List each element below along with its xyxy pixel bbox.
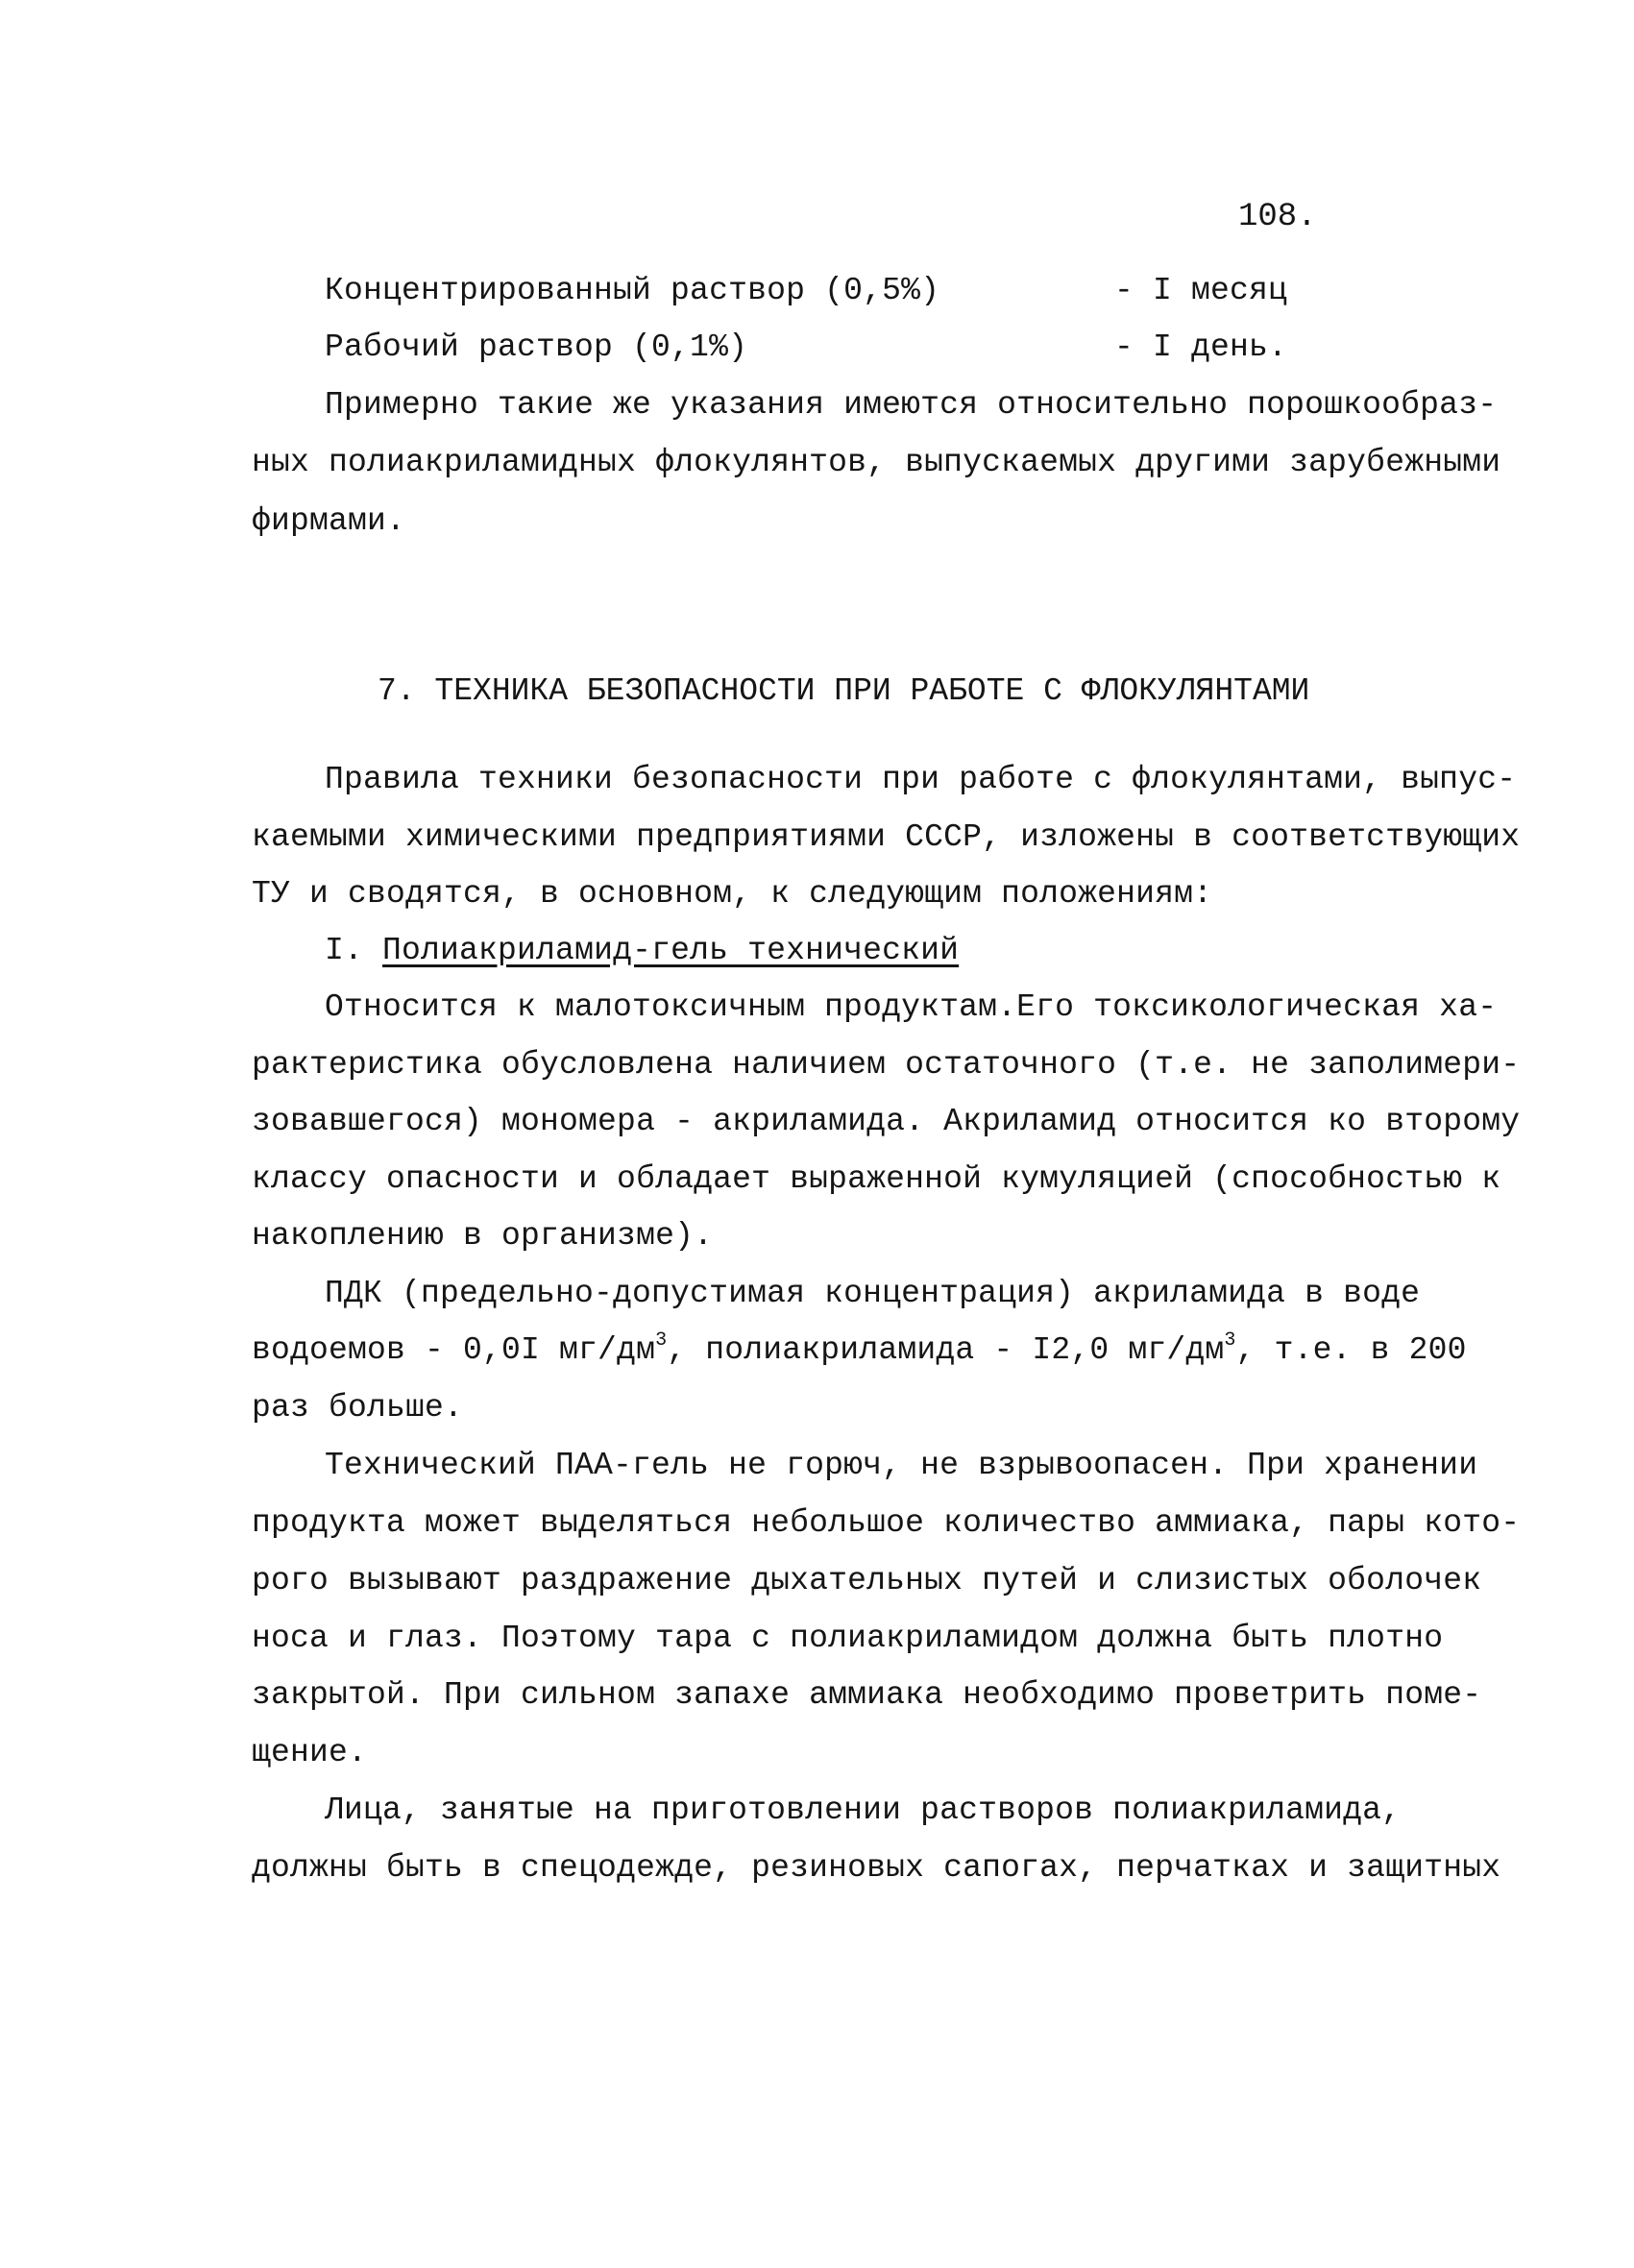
paragraph-line: должны быть в спецодежде, резиновых сапогах, перчатках и защитных	[252, 1850, 1501, 1886]
list-item-heading	[325, 935, 959, 966]
paragraph-line: зовавшегося) мономера - акриламида. Акриламид относится ко второму	[252, 1104, 1521, 1139]
paragraph-line: накоплению в организме).	[252, 1218, 714, 1254]
paragraph-line: Технический ПАА-гель не горюч, не взрывоопасен. При хранении	[325, 1448, 1478, 1483]
paragraph-line: Примерно такие же указания имеются относительно порошкообраз-	[325, 387, 1498, 423]
text-span: , т.е. в 200	[1235, 1332, 1467, 1368]
page-number: 108.	[1238, 199, 1317, 235]
superscript: 3	[655, 1329, 668, 1352]
list-item-number: I.	[325, 933, 364, 968]
paragraph-line: продукта может выделяться небольшое количество аммиака, пары кото-	[252, 1505, 1521, 1541]
list-item-title: Полиакриламид-гель технический	[382, 933, 960, 968]
paragraph-line: классу опасности и обладает выраженной кумуляцией (способностью к	[252, 1161, 1501, 1197]
paragraph-line: закрытой. При сильном запахе аммиака необходимо проветрить поме-	[252, 1677, 1482, 1713]
text-span: водоемов - 0,0I мг/дм	[252, 1332, 656, 1368]
superscript: 3	[1224, 1329, 1236, 1352]
paragraph-line	[252, 1329, 1467, 1368]
storage-value: - I месяц	[1114, 273, 1288, 308]
paragraph-line: ных полиакриламидных флокулянтов, выпускаемых другими зарубежными	[252, 445, 1501, 480]
paragraph-line: ПДК (предельно-допустимая концентрация) акриламида в воде	[325, 1276, 1421, 1311]
paragraph-line: Лица, занятые на приготовлении растворов полиакриламида,	[325, 1792, 1402, 1828]
paragraph-line: ТУ и сводятся, в основном, к следующим положениям:	[252, 876, 1213, 912]
paragraph-line: рого вызывают раздражение дыхательных путей и слизистых оболочек	[252, 1563, 1482, 1598]
paragraph-line: щение.	[252, 1735, 368, 1770]
section-heading: 7. ТЕХНИКА БЕЗОПАСНОСТИ ПРИ РАБОТЕ С ФЛОКУЛЯНТАМИ	[378, 673, 1310, 709]
storage-label: Рабочий раствор (0,1%)	[325, 329, 748, 365]
text-span: , полиакриламида - I2,0 мг/дм	[667, 1332, 1225, 1368]
storage-label: Концентрированный раствор (0,5%)	[325, 273, 940, 308]
paragraph-line: раз больше.	[252, 1390, 464, 1426]
paragraph-line: фирмами.	[252, 503, 406, 539]
paragraph-line: рактеристика обусловлена наличием остаточного (т.е. не заполимери-	[252, 1047, 1521, 1083]
paragraph-line: Правила техники безопасности при работе с флокулянтами, выпус-	[325, 762, 1517, 797]
storage-value: - I день.	[1114, 329, 1288, 365]
paragraph-line: носа и глаз. Поэтому тара с полиакриламидом должна быть плотно	[252, 1621, 1444, 1656]
paragraph-line: Относится к малотоксичным продуктам.Его токсикологическая ха-	[325, 989, 1498, 1025]
paragraph-line: каемыми химическими предприятиями СССР, изложены в соответствующих	[252, 819, 1521, 855]
